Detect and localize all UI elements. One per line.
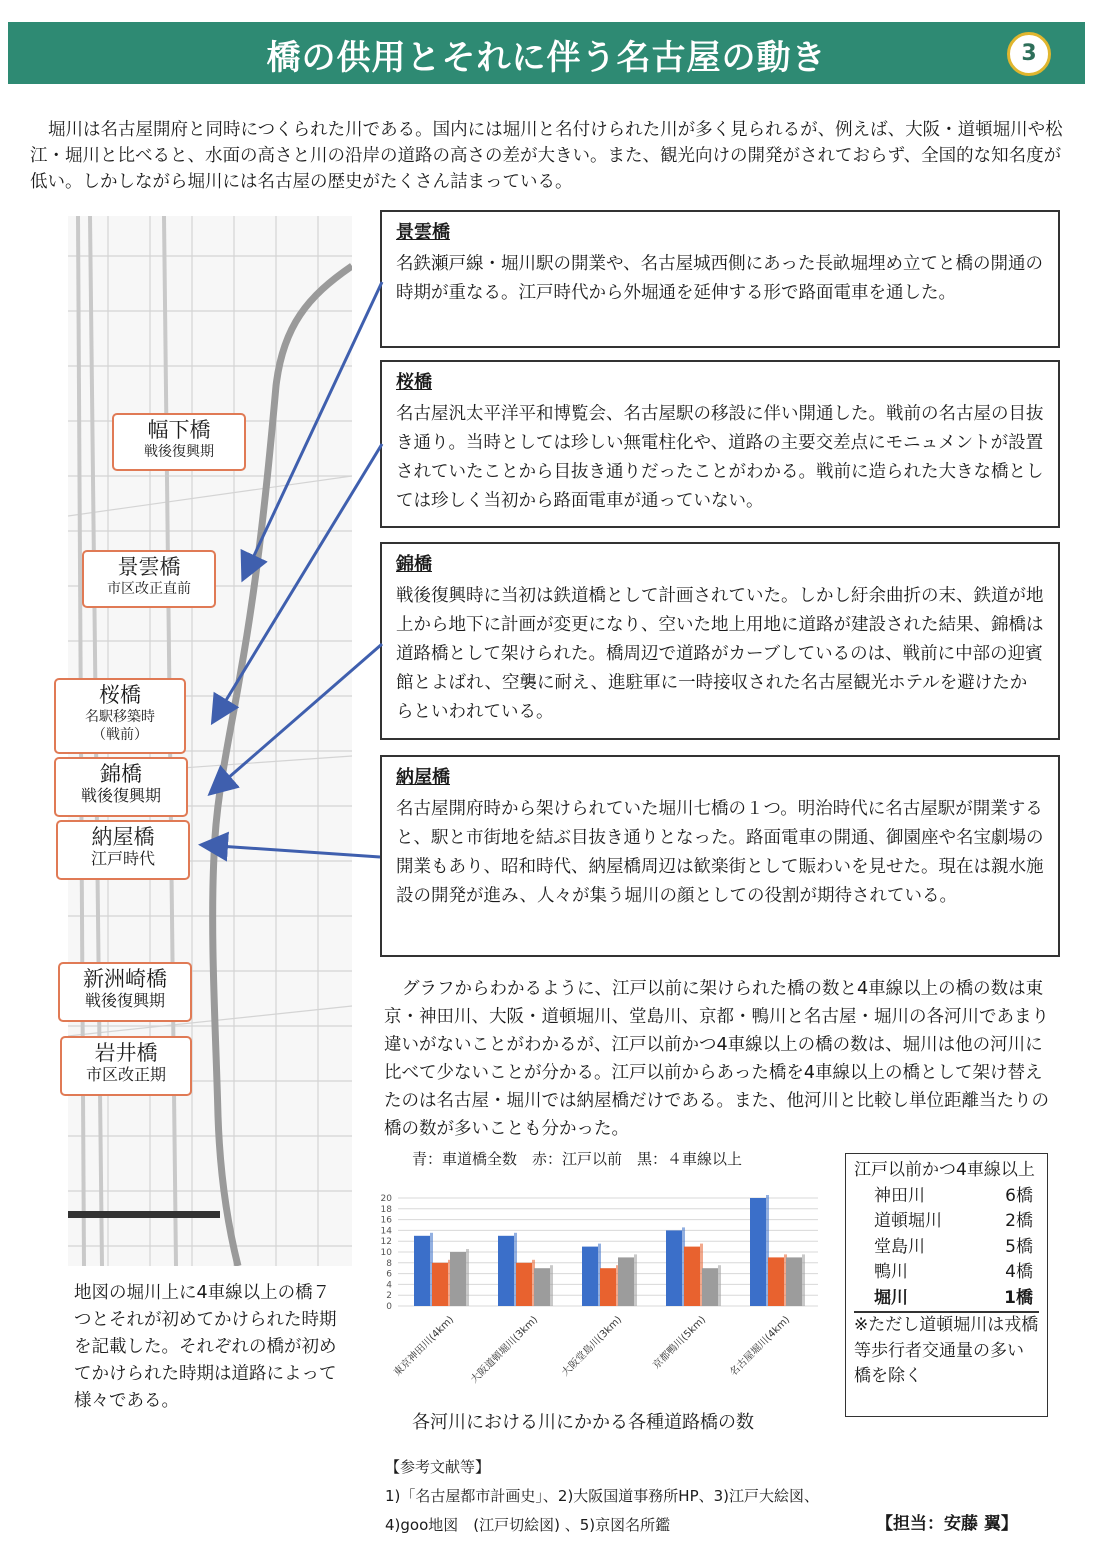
map-label-era: 市区改正期	[85, 1065, 166, 1084]
bridge-title: 景雲橋	[396, 222, 450, 243]
bar-side	[634, 1254, 637, 1306]
stats-river: 鴨川	[874, 1262, 908, 1282]
page-number-badge: 3	[1007, 32, 1051, 76]
bar-total	[750, 1198, 766, 1306]
y-tick-label: 10	[380, 1248, 392, 1258]
x-tick-label: 大阪堂島川(3km)	[559, 1314, 625, 1379]
bar-four-lane	[534, 1268, 550, 1306]
bar-four-lane	[786, 1257, 802, 1306]
author-credit: 【担当：安藤 翼】	[876, 1514, 1018, 1534]
map-label-sakura	[54, 678, 186, 754]
bridge-title: 納屋橋	[396, 767, 450, 788]
stats-river: 堂島川	[874, 1236, 925, 1257]
stats-row	[854, 1209, 1039, 1235]
y-tick-label: 18	[380, 1204, 392, 1215]
references-heading: 【参考文献等】	[385, 1458, 491, 1476]
stats-count: 2橋	[1005, 1211, 1033, 1231]
bar-side	[550, 1265, 553, 1306]
references-line: 4)goo地図 (江戸切絵図) 、5)京図名所鑑	[385, 1516, 671, 1534]
stats-river: 神田川	[874, 1185, 925, 1206]
bar-side	[718, 1265, 721, 1306]
stats-count: 1橋	[1004, 1287, 1033, 1308]
map-label-name: 桜橋	[99, 683, 141, 707]
y-tick-label: 4	[386, 1280, 392, 1291]
map-label-keiun	[82, 550, 216, 608]
bar-total	[414, 1236, 430, 1306]
stats-row	[854, 1235, 1039, 1261]
x-tick-label: 京都鴨川(5km)	[651, 1314, 709, 1372]
intro-paragraph: 堀川は名古屋開府と同時につくられた川である。国内には堀川と名付けられた川が多く見られるが、例えば、大阪・道頓堀川や松江・堀川と比べると、水面の高さと川の沿岸の道路の高さの差が大きい。また、観光向けの開発がされておらず、全国的な知名度が低い。しかしながら堀川には名古屋の歴史がたくさん詰まっている。	[30, 120, 1063, 192]
bar-side	[466, 1249, 469, 1306]
y-tick-label: 6	[386, 1269, 392, 1280]
bridge-box-keiun	[380, 210, 1060, 348]
bridge-title: 錦橋	[396, 554, 432, 575]
x-tick-label: 名古屋堀川(4km)	[727, 1314, 793, 1379]
bar-total	[666, 1230, 682, 1306]
stats-box	[845, 1153, 1048, 1417]
y-tick-label: 0	[386, 1302, 392, 1312]
stats-title: 江戸以前かつ4車線以上	[854, 1160, 1035, 1180]
map-label-name: 新洲崎橋	[83, 967, 167, 991]
stats-count: 4橋	[1005, 1262, 1033, 1282]
chart-caption: 各河川における川にかかる各種道路橋の数	[412, 1412, 754, 1433]
map-label-name: 納屋橋	[91, 825, 155, 849]
bridge-box-nishiki	[380, 542, 1060, 740]
bridge-description: 戦後復興時に当初は鉄道橋として計画されていた。しかし紆余曲折の末、鉄道が地上から地下に計画が変更になり、空いた地上用地に道路が建設された結果、錦橋は道路橋として架けられた。橋周辺で道路がカーブしているのは、戦前に中部の迎賓館とよばれ、空襲に耐え、進駐軍に一時接収された名古屋観光ホテルを避けたからといわれている。	[396, 586, 1044, 722]
map-label-era: 市区改正直前	[107, 581, 191, 597]
stats-note: ※ただし道頓堀川は戎橋等歩行者交通量の多い橋を除く	[854, 1315, 1039, 1386]
map-label-era: 戦後復興期	[144, 444, 214, 460]
map-label-era: 江戸時代	[90, 849, 155, 868]
bar-four-lane	[618, 1257, 634, 1306]
map-label-name: 幅下橋	[147, 418, 211, 442]
stats-count: 5橋	[1005, 1236, 1033, 1257]
map-label-naya	[56, 820, 190, 880]
y-tick-label: 16	[380, 1215, 392, 1226]
bar-edo	[600, 1268, 616, 1306]
bridge-title: 桜橋	[396, 372, 432, 393]
map-label-era-note: （戦前）	[92, 727, 148, 743]
map-label-iwai	[60, 1036, 192, 1096]
map-note: 地図の堀川上に4車線以上の橋７つとそれが初めてかけられた時期を記載した。それぞれの橋が初めてかけられた時期は道路によって様々である。	[74, 1283, 337, 1411]
bridge-description: 名鉄瀬戸線・堀川駅の開業や、名古屋城西側にあった長畝堀埋め立てと橋の開通の時期が重なる。江戸時代から外堀通を延伸する形で路面電車を通した。	[396, 254, 1043, 303]
map-label-nishiki	[54, 757, 188, 817]
bar-four-lane	[450, 1252, 466, 1306]
y-tick-label: 14	[380, 1226, 392, 1237]
map-label-shinsuzaki	[58, 962, 192, 1022]
bar-total	[498, 1236, 514, 1306]
page-header	[8, 22, 1085, 84]
map-label-name: 錦橋	[100, 762, 142, 786]
bar-edo	[516, 1263, 532, 1306]
x-tick-label: 大阪道頓堀川(3km)	[468, 1314, 541, 1386]
map-label-era: 戦後復興期	[80, 786, 161, 805]
stats-river: 堀川	[874, 1287, 908, 1308]
bridge-description: 名古屋汎太平洋平和博覧会、名古屋駅の移設に伴い開通した。戦前の名古屋の目抜き通り。当時としては珍しい無電柱化や、道路の主要交差点にモニュメントが設置されていたことから目抜き通りだったことがわかる。戦前に造られた大きな橋としては珍しく当初から路面電車が通っていない。	[396, 404, 1044, 511]
bridge-description: 名古屋開府時から架けられていた堀川七橋の１つ。明治時代に名古屋駅が開業すると、駅と市街地を結ぶ目抜き通りとなった。路面電車の開通、御園座や名宝劇場の開業もあり、昭和時代、納屋橋周辺は歓楽街として賑わいを見せた。現在は親水施設の開発が進み、人々が集う堀川の顔としての役割が期待されている。	[396, 799, 1044, 906]
bar-edo	[684, 1247, 700, 1306]
bar-total	[582, 1247, 598, 1306]
bar-edo	[432, 1263, 448, 1306]
summary-paragraph: グラフからわかるように、江戸以前に架けられた橋の数と4車線以上の橋の数は東京・神田川、大阪・道頓堀川、堂島川、京都・鴨川と名古屋・堀川の各河川であまり違いがないことがわかるが、江戸以前かつ4車線以上の橋の数は、堀川は他の河川に比べて少ないことが分かる。江戸以前からあった橋を4車線以上の橋として架け替えたのは名古屋・堀川では納屋橋だけである。また、他河川と比較し単位距離当たりの橋の数が多いことも分かった。	[384, 979, 1049, 1139]
references	[385, 1453, 819, 1540]
chart-legend: 青：車道橋全数 赤：江戸以前 黒：４車線以上	[412, 1150, 743, 1168]
map-label-name: 岩井橋	[94, 1041, 158, 1065]
x-tick-label: 東京神田川(4km)	[391, 1314, 457, 1379]
bridge-count-chart	[358, 1176, 833, 1406]
y-tick-label: 8	[386, 1258, 392, 1269]
stats-river: 道頓堀川	[874, 1211, 942, 1231]
references-line: 1)「名古屋都市計画史」、2)大阪国道事務所HP、3)江戸大絵図、	[385, 1487, 820, 1505]
map-label-name: 景雲橋	[117, 555, 181, 579]
stats-row	[854, 1184, 1039, 1210]
bar-edo	[768, 1257, 784, 1306]
bar-four-lane	[702, 1268, 718, 1306]
stats-row	[854, 1260, 1039, 1286]
y-tick-label: 20	[380, 1194, 392, 1204]
stats-row-highlight	[854, 1286, 1039, 1314]
bridge-box-sakura	[380, 360, 1060, 528]
y-tick-label: 2	[386, 1291, 392, 1302]
map-label-habashita	[112, 413, 246, 471]
bridge-box-naya	[380, 755, 1060, 957]
page-title: 橋の供用とそれに伴う名古屋の動き	[266, 38, 827, 78]
y-tick-label: 12	[380, 1237, 392, 1248]
map-label-era: 戦後復興期	[84, 991, 165, 1010]
map-label-era: 名駅移築時	[85, 709, 155, 725]
stats-count: 6橋	[1005, 1185, 1033, 1206]
bar-side	[802, 1254, 805, 1306]
